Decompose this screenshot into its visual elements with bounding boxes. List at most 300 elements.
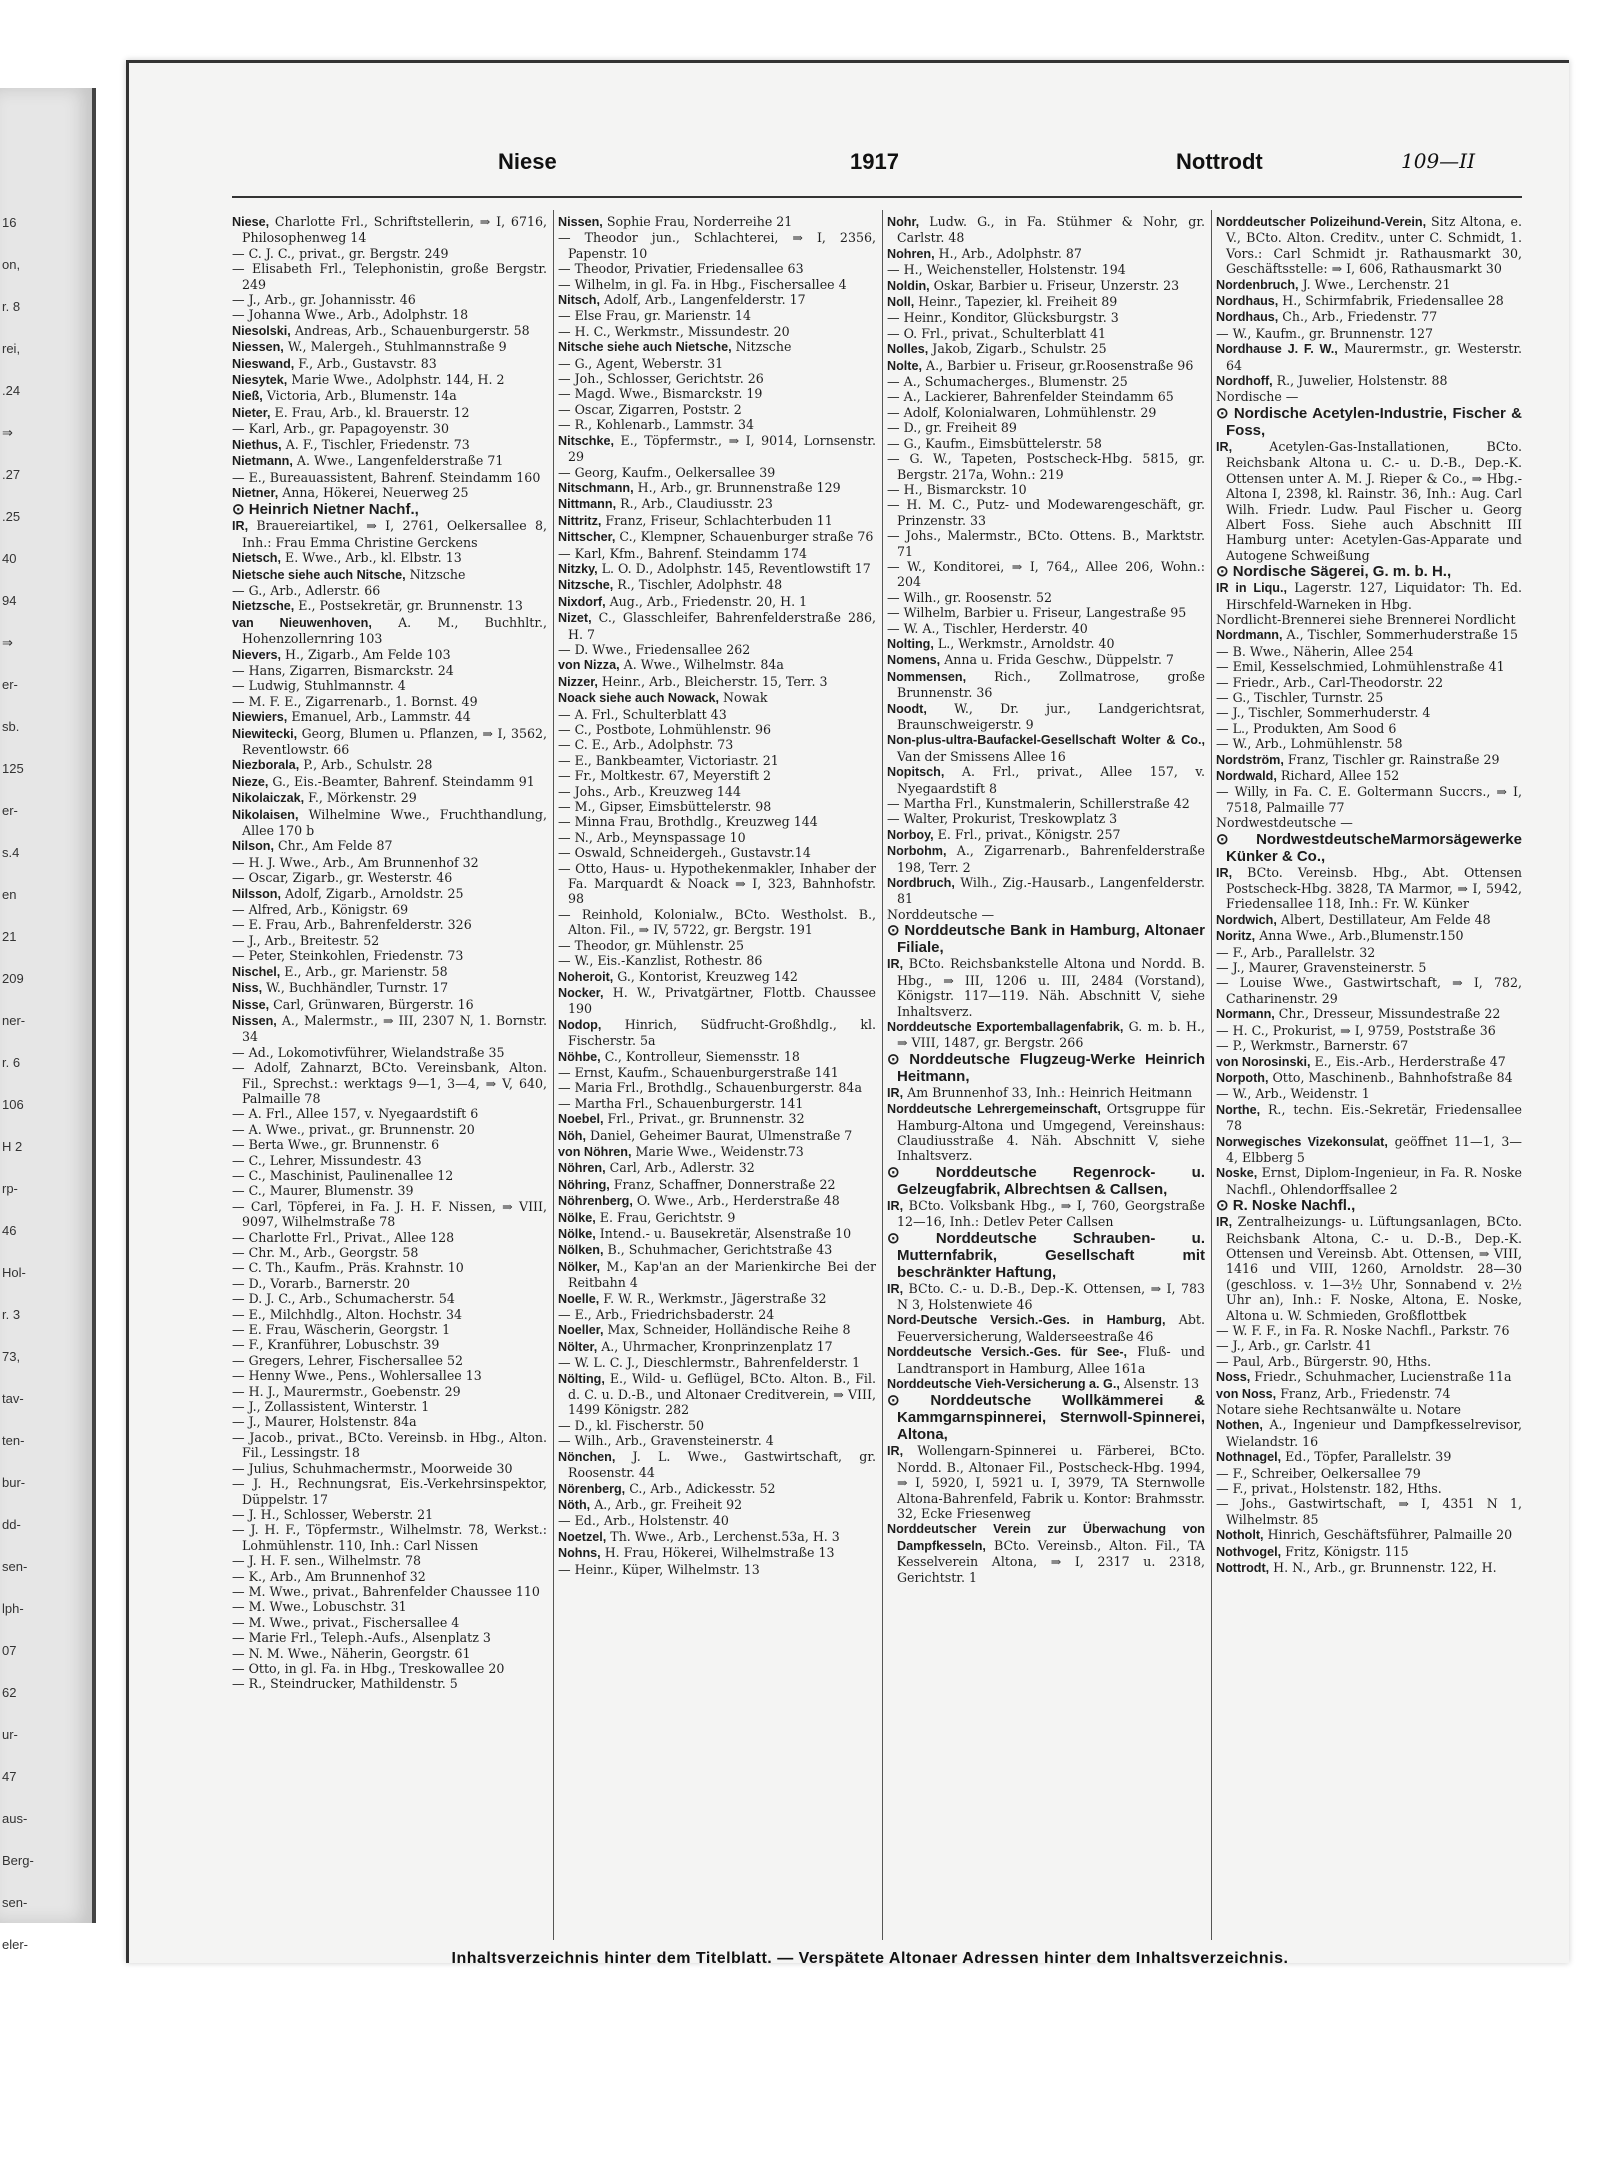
directory-entry: — A., Schumacherges., Blumenstr. 25 xyxy=(887,374,1128,390)
facing-page-fragment: 40 xyxy=(2,551,17,566)
directory-entry: — E. Frau, Wäscherin, Georgstr. 1 xyxy=(232,1322,451,1338)
directory-entry: Nothen, A., Ingenieur und Dampfkesselrevisor, Wielandstr. 16 xyxy=(1216,1417,1522,1449)
facing-page-fragment: 16 xyxy=(2,215,17,230)
directory-entry: Nievers, H., Zigarb., Am Felde 103 xyxy=(232,646,451,662)
directory-entry: — Johs., Gastwirtschaft, ⇒ I, 4351 N 1, Wilhelmstr. 85 xyxy=(1216,1496,1522,1527)
directory-entry: Nöhbe, C., Kontrolleur, Siemensstr. 18 xyxy=(558,1048,800,1064)
facing-page-fragment: er- xyxy=(2,677,18,692)
directory-entry: Nixdorf, Aug., Arb., Friedenstr. 20, H. 1 xyxy=(558,593,808,609)
directory-entry: — R., Kohlenarb., Lammstr. 34 xyxy=(558,417,754,433)
directory-entry: — M. Wwe., privat., Bahrenfelder Chaussee 110 xyxy=(232,1583,540,1599)
directory-entry: — Heinr., Küper, Wilhelmstr. 13 xyxy=(558,1561,760,1577)
page-header xyxy=(236,149,1536,189)
directory-entry: — C., Lehrer, Missundestr. 43 xyxy=(232,1152,422,1168)
directory-entry: Nordhause J. F. W., Maurermstr., gr. Westerstr. 64 xyxy=(1216,341,1522,373)
directory-entry: — Joh., Schlosser, Gerichtstr. 26 xyxy=(558,371,764,387)
directory-entry: Nittritz, Franz, Friseur, Schlachterbuden 11 xyxy=(558,512,833,528)
directory-entry: — Chr. M., Arb., Georgstr. 58 xyxy=(232,1245,419,1260)
directory-entry: — W., Konditorei, ⇒ I, 764,, Allee 206, Wohn.: 204 xyxy=(887,558,1205,590)
directory-entry: — H. C., Werkmstr., Missundestr. 20 xyxy=(558,323,790,339)
directory-entry: — Minna Frau, Brothdlg., Kreuzweg 144 xyxy=(558,814,818,830)
directory-entry: IR, Acetylen-Gas-Installationen, BCto. Reichsbank Altona u. C.- u. D.-B., Dep.-K. Ottensen unter A. M. J. Rieper & Co., ⇒ Hbg.-Altona I, 2398, kl. Rainstr. 36, Inh.: Aug. Carl Wilh. Friedr. Ludw. Paul Fischer u. Georg Albert Foss. Siehe auch Abschnitt III Hamburg unter: Acetylen-Gas-Apparate und Autogene Schweißung xyxy=(1216,438,1522,563)
directory-entry: Niewitecki, Georg, Blumen u. Pflanzen, ⇒ I, 3562, Reventlowstr. 66 xyxy=(232,725,547,757)
directory-entry: — W., Kaufm., gr. Brunnenstr. 127 xyxy=(1216,325,1434,341)
directory-entry: Nisse, Carl, Grünwaren, Bürgerstr. 16 xyxy=(232,996,474,1012)
facing-page-fragment: ner- xyxy=(2,1013,26,1028)
directory-entry: Nöhring, Franz, Schaffner, Donnerstraße 22 xyxy=(558,1176,836,1192)
facing-page-fragment: lph- xyxy=(2,1601,24,1616)
directory-entry: — Carl, Töpferei, in Fa. J. H. F. Nissen, ⇒ VIII, 9097, Wilhelmstraße 78 xyxy=(232,1198,547,1230)
directory-entry: Niewiers, Emanuel, Arb., Lammstr. 44 xyxy=(232,709,471,725)
directory-entry: IR, BCto. C.- u. D.-B., Dep.-K. Ottensen, ⇒ I, 783 N 3, Holstenwiete 46 xyxy=(887,1280,1205,1312)
directory-entry: — F., Schreiber, Oelkersallee 79 xyxy=(1216,1465,1421,1481)
directory-entry: Nissen, A., Malermstr., ⇒ III, 2307 N, 1. Bornstr. 34 xyxy=(232,1012,547,1045)
column-divider xyxy=(1211,210,1212,1940)
directory-entry: — Wilhelm, Barbier u. Friseur, Langestraße 95 xyxy=(887,605,1187,621)
directory-entry: Nohns, H. Frau, Hökerei, Wilhelmstraße 13 xyxy=(558,1545,835,1561)
directory-entry: — W., Eis.-Kanzlist, Rothestr. 86 xyxy=(558,953,763,969)
column-divider xyxy=(553,210,554,1940)
directory-entry: Niezborala, P., Arb., Schulstr. 28 xyxy=(232,757,433,773)
directory-entry: — E. Frau, Arb., Bahrenfelderstr. 326 xyxy=(232,917,472,933)
directory-entry: — Alfred, Arb., Königstr. 69 xyxy=(232,902,409,918)
facing-page-fragment: on, xyxy=(2,257,21,272)
directory-entry: von Noss, Franz, Arb., Friedenstr. 74 xyxy=(1216,1385,1451,1401)
facing-page-fragment: 07 xyxy=(2,1643,17,1658)
directory-entry: — A. Wwe., privat., gr. Brunnenstr. 20 xyxy=(232,1121,475,1137)
facing-page-fragment: Berg- xyxy=(2,1853,34,1868)
directory-entry: Nitsch, Adolf, Arb., Langenfelderstr. 17 xyxy=(558,292,806,308)
directory-entry: — Willy, in Fa. C. E. Goltermann Succrs., ⇒ I, 7518, Palmaille 77 xyxy=(1216,784,1522,815)
directory-entry: — W., Arb., Lohmühlenstr. 58 xyxy=(1216,736,1403,752)
facing-page-fragment: s.4 xyxy=(2,845,20,860)
directory-entry: — Oswald, Schneidergeh., Gustavstr.14 xyxy=(558,845,811,861)
directory-entry: — C. J. C., privat., gr. Bergstr. 249 xyxy=(232,245,449,261)
directory-entry: — A. Frl., Allee 157, v. Nyegaardstift 6 xyxy=(232,1106,479,1122)
facing-page-fragment: rp- xyxy=(2,1181,18,1196)
directory-entry: — Johs., Arb., Kreuzweg 144 xyxy=(558,783,741,799)
directory-entry: — Ed., Arb., Holstenstr. 40 xyxy=(558,1513,729,1529)
facing-page-fragment: r. 6 xyxy=(2,1055,21,1070)
directory-entry: Nietsch, E. Wwe., Arb., kl. Elbstr. 13 xyxy=(232,550,462,566)
directory-entry: Noack siehe auch Nowack, Nowak xyxy=(558,690,768,706)
facing-page-fragment: bur- xyxy=(2,1475,26,1490)
facing-page-fragment: 47 xyxy=(2,1769,17,1784)
directory-entry: — Fr., Moltkestr. 67, Meyerstift 2 xyxy=(558,768,772,784)
directory-entry: Noske, Ernst, Diplom-Ingenieur, in Fa. R. Noske Nachfl., Ohlendorffsallee 2 xyxy=(1216,1165,1522,1197)
directory-entry: — Martha Frl., Schauenburgerstr. 141 xyxy=(558,1095,804,1111)
directory-entry: — C., Maurer, Blumenstr. 39 xyxy=(232,1183,414,1199)
directory-entry: — Adolf, Zahnarzt, BCto. Vereinsbank, Alton. Fil., Sprechst.: werktags 9—1, 3—4, ⇒ V, 640, Palmaille 78 xyxy=(232,1060,547,1106)
directory-entry: Nieter, E. Frau, Arb., kl. Brauerstr. 12 xyxy=(232,404,470,420)
directory-entry: ⊙ NordwestdeutscheMarmorsägewerke Künker & Co., xyxy=(1216,830,1522,865)
directory-entry: — E., Milchhdlg., Alton. Hochstr. 34 xyxy=(232,1306,462,1322)
directory-entry: — Marie Frl., Teleph.-Aufs., Alsenplatz 3 xyxy=(232,1630,491,1646)
facing-page-fragment: rei, xyxy=(2,341,21,356)
directory-entry: Nitzsche, R., Tischler, Adolphstr. 48 xyxy=(558,577,783,593)
directory-entry: — Paul, Arb., Bürgerstr. 90, Hths. xyxy=(1216,1353,1432,1369)
directory-entry: — Walter, Prokurist, Treskowplatz 3 xyxy=(887,811,1118,827)
facing-page-fragment: ⇒ xyxy=(2,425,13,440)
facing-page-fragment: er- xyxy=(2,803,18,818)
directory-entry: Nilsson, Adolf, Zigarb., Arnoldstr. 25 xyxy=(232,885,464,901)
directory-entry: Norddeutsche — xyxy=(887,906,995,922)
directory-entry: Nordbruch, Wilh., Zig.-Hausarb., Langenfelderstr. 81 xyxy=(887,875,1205,907)
directory-entry: Nietsche siehe auch Nitsche, Nitzsche xyxy=(232,566,466,582)
directory-entry: Nothnagel, Ed., Töpfer, Parallelstr. 39 xyxy=(1216,1449,1452,1465)
facing-page-fragment: H 2 xyxy=(2,1139,23,1154)
directory-entry: — D., gr. Freiheit 89 xyxy=(887,420,1017,436)
facing-page-fragment: 94 xyxy=(2,593,17,608)
directory-entry: — Theodor, Privatier, Friedensallee 63 xyxy=(558,261,804,277)
directory-entry: — Louise Wwe., Gastwirtschaft, ⇒ I, 782, Catharinenstr. 29 xyxy=(1216,975,1522,1006)
facing-page-fragment: ⇒ xyxy=(2,635,13,650)
directory-entry: — Maria Frl., Brothdlg., Schauenburgerstr. 84a xyxy=(558,1080,862,1096)
directory-entry: Nord-Deutsche Versich.-Ges. in Hamburg, Abt. Feuerversicherung, Walderseestraße 46 xyxy=(887,1312,1205,1344)
directory-entry: — J., Maurer, Holstenstr. 84a xyxy=(232,1414,417,1430)
directory-entry: — A., Lackierer, Bahrenfelder Steindamm 65 xyxy=(887,389,1174,405)
directory-entry: Nölken, B., Schuhmacher, Gerichtstraße 43 xyxy=(558,1242,833,1258)
directory-entry: — W. A., Tischler, Herderstr. 40 xyxy=(887,620,1088,636)
directory-entry: Nordhaus, Ch., Arb., Friedenstr. 77 xyxy=(1216,309,1438,325)
directory-entry: Nitsche siehe auch Nietsche, Nitzsche xyxy=(558,339,792,355)
directory-entry: — D. Wwe., Friedensallee 262 xyxy=(558,641,751,657)
directory-entry: — L., Produkten, Am Sood 6 xyxy=(1216,720,1397,736)
directory-entry: Nothvogel, Fritz, Königstr. 115 xyxy=(1216,1543,1409,1559)
directory-entry: — D. J. C., Arb., Schumacherstr. 54 xyxy=(232,1291,455,1307)
directory-entry: — G. W., Tapeten, Postscheck-Hbg. 5815, gr. Bergstr. 217a, Wohn.: 219 xyxy=(887,451,1205,482)
directory-entry: Nölke, Intend.- u. Bausekretär, Alsenstraße 10 xyxy=(558,1226,852,1241)
directory-entry: von Nizza, A. Wwe., Wilhelmstr. 84a xyxy=(558,657,784,673)
directory-entry: — O. Frl., privat., Schulterblatt 41 xyxy=(887,325,1107,341)
directory-entry: Noheroit, G., Kontorist, Kreuzweg 142 xyxy=(558,968,798,984)
directory-entry: — G., Kaufm., Eimsbüttelerstr. 58 xyxy=(887,435,1102,451)
directory-entry: Nitzky, L. O. D., Adolphstr. 145, Reventlowstift 17 xyxy=(558,560,871,576)
facing-page-fragment: sen- xyxy=(2,1559,28,1574)
directory-entry: — A. Frl., Schulterblatt 43 xyxy=(558,706,727,722)
directory-entry: Noeller, Max, Schneider, Holländische Reihe 8 xyxy=(558,1322,851,1338)
directory-entry: — J., Arb., gr. Carlstr. 41 xyxy=(1216,1338,1372,1354)
directory-entry: Nikolaiczak, F., Mörkenstr. 29 xyxy=(232,790,417,806)
directory-entry: Nohren, H., Arb., Adolphstr. 87 xyxy=(887,245,1082,261)
directory-entry: — C. E., Arb., Adolphstr. 73 xyxy=(558,737,734,753)
facing-page-fragment: .25 xyxy=(2,509,21,524)
directory-entry: Nordwich, Albert, Destillateur, Am Felde 48 xyxy=(1216,911,1491,927)
directory-entry: Nizzer, Heinr., Arb., Bleicherstr. 15, Terr. 3 xyxy=(558,673,828,689)
directory-entry: — Theodor jun., Schlachterei, ⇒ I, 2356, Papenstr. 10 xyxy=(558,230,876,261)
directory-entry: Norddeutscher Polizeihund-Verein, Sitz Altona, e. V., BCto. Alton. Creditv., unter C. Schmidt, 1. Vors.: Carl Schmidt jr. Rathausmarkt 30, Geschäftsstelle: ⇒ I, 606, Rathausmarkt 30 xyxy=(1216,214,1522,277)
facing-page-fragment: eler- xyxy=(2,1937,29,1952)
directory-entry: Noll, Heinr., Tapezier, kl. Freiheit 89 xyxy=(887,294,1118,310)
directory-entry: Nölting, E., Wild- u. Geflügel, BCto. Alton. B., Fil. d. C. u. D.-B., und Altonaer Creditverein, ⇒ VIII, 1499 Königstr. 282 xyxy=(558,1370,876,1418)
directory-entry: — J. H. F. sen., Wilhelmstr. 78 xyxy=(232,1553,421,1569)
directory-entry: Nölke, E. Frau, Gerichtstr. 9 xyxy=(558,1209,736,1225)
directory-entry: — J. H. F., Töpfermstr., Wilhelmstr. 78, Werkst.: Lohmühlenstr. 110, Inh.: Carl Nissen xyxy=(232,1522,547,1553)
directory-entry: Noldin, Oskar, Barbier u. Friseur, Unzerstr. 23 xyxy=(887,277,1180,293)
directory-entry: Nitschke, E., Töpfermstr., ⇒ I, 9014, Lornsenstr. 29 xyxy=(558,432,876,465)
directory-entry: Nöhren, Carl, Arb., Adlerstr. 32 xyxy=(558,1160,755,1176)
header-rule xyxy=(232,196,1522,198)
directory-entry: — H. M. C., Putz- und Modewarengeschäft, gr. Prinzenstr. 33 xyxy=(887,497,1205,528)
directory-entry: — Ludwig, Stuhlmannstr. 4 xyxy=(232,678,406,694)
directory-entry: Nizet, C., Glasschleifer, Bahrenfelderstraße 286, H. 7 xyxy=(558,610,876,642)
directory-entry: Normann, Chr., Dresseur, Missundestraße 22 xyxy=(1216,1006,1501,1022)
directory-entry: Nordlicht-Brennerei siehe Brennerei Nordlicht xyxy=(1216,611,1516,627)
directory-entry: — H., Bismarckstr. 10 xyxy=(887,481,1027,497)
directory-entry: — G., Arb., Adlerstr. 66 xyxy=(232,582,381,598)
directory-entry: Noss, Friedr., Schuhmacher, Lucienstraße 11a xyxy=(1216,1369,1512,1385)
directory-entry: — Gregers, Lehrer, Fischersallee 52 xyxy=(232,1352,464,1368)
directory-entry: Norddeutsche Vieh-Versicherung a. G., Alsenstr. 13 xyxy=(887,1376,1200,1391)
directory-entry: — J. H., Schlosser, Weberstr. 21 xyxy=(232,1506,434,1522)
directory-entry: Niessen, W., Malergeh., Stuhlmannstraße 9 xyxy=(232,339,507,355)
directory-entry: — H. J., Maurermstr., Goebenstr. 29 xyxy=(232,1383,461,1399)
directory-entry: Nönchen, J. L. Wwe., Gastwirtschaft, gr. Roosenstr. 44 xyxy=(558,1448,876,1481)
directory-entry: Nordhaus, H., Schirmfabrik, Friedensallee 28 xyxy=(1216,293,1504,309)
directory-entry: — W., Arb., Weidenstr. 1 xyxy=(1216,1086,1370,1102)
directory-entry: — F., Kranführer, Lobuschstr. 39 xyxy=(232,1337,440,1353)
directory-entry: Nöhrenberg, O. Wwe., Arb., Herderstraße 48 xyxy=(558,1193,840,1209)
facing-page-fragment: 106 xyxy=(2,1097,24,1112)
directory-entry: Nilson, Chr., Am Felde 87 xyxy=(232,838,393,854)
directory-entry: — J. H., Rechnungsrat, Eis.-Verkehrsinspektor, Düppelstr. 17 xyxy=(232,1476,547,1507)
facing-page-fragment: sen- xyxy=(2,1895,28,1910)
directory-entry: Nissen, Sophie Frau, Norderreihe 21 xyxy=(558,214,793,229)
directory-entry: Nohr, Ludw. G., in Fa. Stühmer & Nohr, gr. Carlstr. 48 xyxy=(887,214,1205,246)
directory-entry: Nietmann, A. Wwe., Langenfelderstraße 71 xyxy=(232,453,504,469)
directory-entry: — Jacob., privat., BCto. Vereinsb. in Hbg., Alton. Fil., Lessingstr. 18 xyxy=(232,1429,547,1461)
facing-page-fragment: .24 xyxy=(2,383,21,398)
facing-page-fragment: ten- xyxy=(2,1433,25,1448)
directory-entry: — F., privat., Holstenstr. 182, Hths. xyxy=(1216,1481,1442,1497)
directory-entry: — E., Arb., Friedrichsbaderstr. 24 xyxy=(558,1307,775,1323)
directory-entry: Nolles, Jakob, Zigarb., Schulstr. 25 xyxy=(887,341,1107,357)
directory-entry: — Elisabeth Frl., Telephonistin, große Bergstr. 249 xyxy=(232,261,547,292)
directory-entry: — E., Bureauassistent, Bahrenf. Steindamm 160 xyxy=(232,469,541,485)
directory-entry: — G., Agent, Weberstr. 31 xyxy=(558,355,724,371)
directory-entry: Norddeutscher Verein zur Überwachung von Dampfkesseln, BCto. Vereinsb., Alton. Fil., TA Kesselverein Altona, ⇒ I, 2317 u. 2318, Gerichtstr. 1 xyxy=(887,1522,1205,1585)
directory-entry: Norddeutsche Lehrergemeinschaft, Ortsgruppe für Hamburg-Altona und Umgegend, Vereinshaus: Claudiusstraße 4. Näh. Abschnitt V, siehe Inhaltsverz. xyxy=(887,1101,1205,1164)
directory-entry: ⊙ Nordische Acetylen-Industrie, Fischer & Foss, xyxy=(1216,404,1522,439)
directory-entry: — Charlotte Frl., Privat., Allee 128 xyxy=(232,1229,455,1245)
facing-page-fragment: 73, xyxy=(2,1349,21,1364)
directory-entry: — J., Tischler, Sommerhuderstr. 4 xyxy=(1216,705,1431,721)
facing-page-fragment: r. 8 xyxy=(2,299,21,314)
directory-entry: IR, BCto. Reichsbankstelle Altona und Nordd. B. Hbg., ⇒ III, 1206 u. III, 2484 (Vorstand), Königstr. 117—119. Näh. Abschnitt V, siehe Inhaltsverz. xyxy=(887,956,1205,1019)
directory-entry: Nordwestdeutsche — xyxy=(1216,815,1353,831)
directory-entry: Nolting, L., Werkmstr., Arnoldstr. 40 xyxy=(887,635,1115,651)
directory-entry: Niss, W., Buchhändler, Turnstr. 17 xyxy=(232,980,449,996)
directory-entry: — B. Wwe., Näherin, Allee 254 xyxy=(1216,643,1414,659)
directory-entry: Nieswand, F., Arb., Gustavstr. 83 xyxy=(232,355,437,371)
column-3 xyxy=(887,214,1205,1939)
directory-entry: — Martha Frl., Kunstmalerin, Schillerstraße 42 xyxy=(887,796,1190,812)
directory-entry: — N., Arb., Meynspassage 10 xyxy=(558,829,746,845)
directory-entry: ⊙ Heinrich Nietner Nachf., xyxy=(232,501,419,519)
directory-entry: — Karl, Kfm., Bahrenf. Steindamm 174 xyxy=(558,545,808,561)
directory-entry: Nocker, H. W., Privatgärtner, Flottb. Chaussee 190 xyxy=(558,984,876,1017)
directory-entry: — Magd. Wwe., Bismarckstr. 19 xyxy=(558,386,763,402)
directory-entry: Nöth, A., Arb., gr. Freiheit 92 xyxy=(558,1496,743,1512)
directory-entry: Noodt, W., Dr. jur., Landgerichtsrat, Braunschweigerstr. 9 xyxy=(887,700,1205,732)
directory-entry: Nikolaisen, Wilhelmine Wwe., Fruchthandlung, Allee 170 b xyxy=(232,806,547,839)
directory-entry: — J., Maurer, Gravensteinerstr. 5 xyxy=(1216,960,1427,976)
directory-entry: — K., Arb., Am Brunnenhof 32 xyxy=(232,1568,426,1584)
column-4 xyxy=(1216,214,1522,1939)
directory-entry: IR in Liqu., Lagerstr. 127, Liquidator: Th. Ed. Hirschfeld-Warneken in Hbg. xyxy=(1216,580,1522,612)
column-2 xyxy=(558,214,876,1939)
directory-entry: ⊙ Norddeutsche Wollkämmerei & Kammgarnspinnerei, Sternwoll-Spinnerei, Altona, xyxy=(887,1392,1205,1444)
directory-entry: Nietner, Anna, Hökerei, Neuerweg 25 xyxy=(232,484,469,500)
directory-entry: — M., Gipser, Eimsbüttelerstr. 98 xyxy=(558,799,772,815)
directory-entry: ⊙ Norddeutsche Flugzeug-Werke Heinrich Heitmann, xyxy=(887,1050,1205,1085)
directory-entry: van Nieuwenhoven, A. M., Buchhltr., Hohenzollernring 103 xyxy=(232,614,547,647)
directory-entry: — C., Maschinist, Paulinenallee 12 xyxy=(232,1167,454,1183)
directory-entry: IR, Wollengarn-Spinnerei u. Färberei, BCto. Nordd. B., Altonaer Fil., Postscheck-Hbg. 1994, ⇒ I, 5920, I, 5921 u. I, 3979, TA Sternwolle Altona-Bahrenfeld, Fabrik u. Kontor: Brahmsstr. 32, Ecke Friesenweg xyxy=(887,1443,1205,1522)
directory-entry: — Reinhold, Kolonialw., BCto. Westholst. B., Alton. Fil., ⇒ IV, 5722, gr. Bergstr. 191 xyxy=(558,906,876,938)
directory-entry: — J., Zollassistent, Winterstr. 1 xyxy=(232,1399,430,1415)
directory-entry: — Ernst, Kaufm., Schauenburgerstraße 141 xyxy=(558,1064,839,1080)
directory-entry: — E., Bankbeamter, Victoriastr. 21 xyxy=(558,752,779,768)
directory-entry: Nomens, Anna u. Frida Geschw., Düppelstr. 7 xyxy=(887,652,1174,668)
facing-page-fragment: 125 xyxy=(2,761,24,776)
directory-entry: — J., Arb., Breitestr. 52 xyxy=(232,932,380,948)
facing-page-fragment: ur- xyxy=(2,1727,18,1742)
directory-entry: von Norosinski, E., Eis.-Arb., Herderstraße 47 xyxy=(1216,1053,1506,1069)
directory-entry: — W. F. F., in Fa. R. Noske Nachfl., Parkstr. 76 xyxy=(1216,1323,1510,1338)
directory-entry: Noebel, Frl., Privat., gr. Brunnenstr. 32 xyxy=(558,1111,805,1127)
directory-entry: Niesolski, Andreas, Arb., Schauenburgerstr. 58 xyxy=(232,322,530,338)
directory-entry: Nordische — xyxy=(1216,389,1299,405)
directory-entry: — Wilhelm, in gl. Fa. in Hbg., Fischersallee 4 xyxy=(558,276,847,292)
header-right-keyword: Nottrodt xyxy=(1176,149,1263,174)
directory-entry: Nordström, Franz, Tischler gr. Rainstraße 29 xyxy=(1216,751,1500,767)
header-left-keyword: Niese xyxy=(498,149,557,174)
directory-entry: — N. M. Wwe., Näherin, Georgstr. 61 xyxy=(232,1645,471,1661)
directory-entry: Niesytek, Marie Wwe., Adolphstr. 144, H. 2 xyxy=(232,372,505,388)
directory-entry: — Friedr., Arb., Carl-Theodorstr. 22 xyxy=(1216,674,1444,690)
directory-entry: — J., Arb., gr. Johannisstr. 46 xyxy=(232,292,416,308)
facing-page-fragment: dd- xyxy=(2,1517,21,1532)
directory-entry: — H. C., Prokurist, ⇒ I, 9759, Poststraße 36 xyxy=(1216,1022,1496,1038)
directory-entry: — Theodor, gr. Mühlenstr. 25 xyxy=(558,937,745,953)
directory-entry: Nölker, M., Kap'an an der Marienkirche Bei der Reitbahn 4 xyxy=(558,1258,876,1291)
directory-entry: Nitschmann, H., Arb., gr. Brunnenstraße 129 xyxy=(558,479,841,495)
directory-entry: — G., Tischler, Turnstr. 25 xyxy=(1216,689,1384,705)
directory-entry: Notholt, Hinrich, Geschäftsführer, Palmaille 20 xyxy=(1216,1527,1513,1543)
directory-entry: Noetzel, Th. Wwe., Arb., Lerchenst.53a, H. 3 xyxy=(558,1528,840,1544)
directory-entry: Nieze, G., Eis.-Beamter, Bahrenf. Steindamm 91 xyxy=(232,773,535,789)
directory-entry: IR, Zentralheizungs- u. Lüftungsanlagen, BCto. Reichsbank Altona, C.- u. D.-B., Dep.-K. Ottensen und Vereinsb. Abt. Ottensen, ⇒ VIII, 1416 und VIII, 1260, Arnoldstr. 28—30 (geschloss. v. 1—3½ Uhr, Sonnabend v. 2½ Uhr an), Inh.: F. Noske, Altona, E. Noske, Altona u. W. Schmieden, Großflottbek xyxy=(1216,1214,1522,1323)
directory-entry: Norboy, E. Frl., privat., Königstr. 257 xyxy=(887,826,1121,842)
directory-entry: — M. Wwe., Lobuschstr. 31 xyxy=(232,1599,407,1615)
directory-entry: — Ad., Lokomotivführer, Wielandstraße 35 xyxy=(232,1044,505,1060)
directory-entry: Nopitsch, A. Frl., privat., Allee 157, v. Nyegaardstift 8 xyxy=(887,764,1205,796)
directory-entry: — Henny Wwe., Pens., Wohlersallee 13 xyxy=(232,1368,482,1384)
directory-entry: — Oscar, Zigarren, Poststr. 2 xyxy=(558,401,742,417)
facing-page-fragment: r. 3 xyxy=(2,1307,21,1322)
directory-entry: — F., Arb., Parallelstr. 32 xyxy=(1216,944,1376,960)
directory-entry: — Otto, in gl. Fa. in Hbg., Treskowallee 20 xyxy=(232,1660,505,1676)
directory-entry: — Oscar, Zigarb., gr. Westerstr. 46 xyxy=(232,870,453,886)
directory-entry: Niethus, A. F., Tischler, Friedenstr. 73 xyxy=(232,436,470,452)
directory-entry: Nodop, Hinrich, Südfrucht-Großhdlg., kl. Fischerstr. 5a xyxy=(558,1016,876,1049)
directory-entry: — W. L. C. J., Dieschlermstr., Bahrenfelderstr. 1 xyxy=(558,1355,861,1371)
directory-entry: Nölter, A., Uhrmacher, Kronprinzenplatz 17 xyxy=(558,1338,833,1354)
directory-entry: Nottrodt, H. N., Arb., gr. Brunnenstr. 122, H. xyxy=(1216,1560,1497,1576)
directory-entry: — H. J. Wwe., Arb., Am Brunnenhof 32 xyxy=(232,854,479,870)
column-divider xyxy=(882,210,883,1940)
directory-entry: — D., kl. Fischerstr. 50 xyxy=(558,1417,704,1433)
directory-entry: IR, BCto. Vereinsb. Hbg., Abt. Ottensen Postscheck-Hbg. 3828, TA Marmor, ⇒ I, 5942, Friedensallee 118, Inh.: Fr. W. Künker xyxy=(1216,864,1522,912)
directory-entry: — Heinr., Konditor, Glücksburgstr. 3 xyxy=(887,310,1119,326)
directory-entry: — R., Steindrucker, Mathildenstr. 5 xyxy=(232,1676,458,1692)
directory-entry: — D., Vorarb., Barnerstr. 20 xyxy=(232,1275,410,1291)
directory-entry: Niese, Charlotte Frl., Schriftstellerin, ⇒ I, 6716, Philosophenweg 14 xyxy=(232,214,547,246)
facing-page-fragment: 62 xyxy=(2,1685,17,1700)
directory-entry: Nordwald, Richard, Allee 152 xyxy=(1216,768,1400,783)
directory-entry: — Johs., Malermstr., BCto. Ottens. B., Marktstr. 71 xyxy=(887,528,1205,559)
directory-entry: — Else Frau, gr. Marienstr. 14 xyxy=(558,308,752,324)
directory-entry: — Berta Wwe., gr. Brunnenstr. 6 xyxy=(232,1137,440,1153)
directory-entry: Nietzsche, E., Postsekretär, gr. Brunnenstr. 13 xyxy=(232,598,523,614)
directory-entry: — Julius, Schuhmachermstr., Moorweide 30 xyxy=(232,1460,513,1476)
directory-entry: — P., Werkmstr., Barnerstr. 67 xyxy=(1216,1038,1409,1054)
directory-entry: Noritz, Anna Wwe., Arb.,Blumenstr.150 xyxy=(1216,928,1464,944)
directory-entry: Noelle, F. W. R., Werkmstr., Jägerstraße 32 xyxy=(558,1290,827,1306)
directory-entry: — M. F. E., Zigarrenarb., 1. Bornst. 49 xyxy=(232,693,478,709)
directory-entry: — Georg, Kaufm., Oelkersallee 39 xyxy=(558,464,776,480)
directory-entry: — C., Postbote, Lohmühlenstr. 96 xyxy=(558,722,772,737)
directory-entry: IR, Brauereiartikel, ⇒ I, 2761, Oelkersallee 8, Inh.: Frau Emma Christine Gerckens xyxy=(232,518,547,550)
directory-entry: ⊙ Norddeutsche Schrauben- u. Mutternfabrik, Gesellschaft mit beschränkter Haftung, xyxy=(887,1229,1205,1281)
directory-entry: Nörenberg, C., Arb., Adickesstr. 52 xyxy=(558,1480,776,1496)
directory-entry: ⊙ Norddeutsche Regenrock- u. Gelzeugfabrik, Albrechtsen & Callsen, xyxy=(887,1163,1205,1198)
directory-entry: — Wilh., gr. Roosenstr. 52 xyxy=(887,589,1053,605)
directory-entry: — Johanna Wwe., Arb., Adolphstr. 18 xyxy=(232,307,469,323)
directory-entry: Norddeutsche Exportemballagenfabrik, G. m. b. H., ⇒ VIII, 1487, gr. Bergstr. 266 xyxy=(887,1018,1205,1051)
facing-page-fragment: 21 xyxy=(2,929,17,944)
facing-page-fragment: aus- xyxy=(2,1811,28,1826)
directory-entry: IR, Am Brunnenhof 33, Inh.: Heinrich Heitmann xyxy=(887,1084,1193,1100)
facing-page-fragment: tav- xyxy=(2,1391,24,1406)
directory-entry: Non-plus-ultra-Baufackel-Gesellschaft Wolter & Co., Van der Smissens Allee 16 xyxy=(887,733,1205,764)
directory-entry: Norwegisches Vizekonsulat, geöffnet 11—1, 3—4, Elbberg 5 xyxy=(1216,1133,1522,1165)
directory-entry: Nieß, Victoria, Arb., Blumenstr. 14a xyxy=(232,388,457,404)
directory-entry: — Karl, Arb., gr. Papagoyenstr. 30 xyxy=(232,421,449,437)
directory-entry: Nordhoff, R., Juwelier, Holstenstr. 88 xyxy=(1216,373,1448,389)
directory-entry: — Adolf, Kolonialwaren, Lohmühlenstr. 29 xyxy=(887,404,1157,420)
facing-page-fragment: 46 xyxy=(2,1223,17,1238)
directory-entry: — Otto, Haus- u. Hypothekenmakler, Inhaber der Fa. Marquardt & Noack ⇒ I, 323, Bahnhofstr. 98 xyxy=(558,860,876,907)
footer-note: Inhaltsverzeichnis hinter dem Titelblatt. — Verspätete Altonaer Adressen hinter dem Inhaltsverzeichnis. xyxy=(451,1950,1289,1967)
directory-entry: Nolte, A., Barbier u. Friseur, gr.Roosenstraße 96 xyxy=(887,357,1194,373)
facing-page-fragment: Hol- xyxy=(2,1265,26,1280)
directory-entry: — Peter, Steinkohlen, Friedenstr. 73 xyxy=(232,948,464,964)
facing-page-fragment: .27 xyxy=(2,467,21,482)
directory-entry: — Hans, Zigarren, Bismarckstr. 24 xyxy=(232,662,454,678)
facing-page-fragment: sb. xyxy=(2,719,20,734)
page-number: 109—II xyxy=(1401,149,1475,173)
facing-page-fragment: en xyxy=(2,887,17,902)
directory-entry: von Nöhren, Marie Wwe., Weidenstr.73 xyxy=(558,1143,804,1159)
directory-entry: Norbohm, A., Zigarrenarb., Bahrenfelderstraße 198, Terr. 2 xyxy=(887,843,1205,875)
directory-entry: ⊙ Nordische Sägerei, G. m. b. H., xyxy=(1216,563,1452,581)
header-year: 1917 xyxy=(850,149,899,174)
directory-entry: Nordmann, A., Tischler, Sommerhuderstraße 15 xyxy=(1216,627,1519,643)
directory-entry: ⊙ R. Noske Nachfl., xyxy=(1216,1197,1356,1215)
directory-entry: Nittmann, R., Arb., Claudiusstr. 23 xyxy=(558,496,773,512)
